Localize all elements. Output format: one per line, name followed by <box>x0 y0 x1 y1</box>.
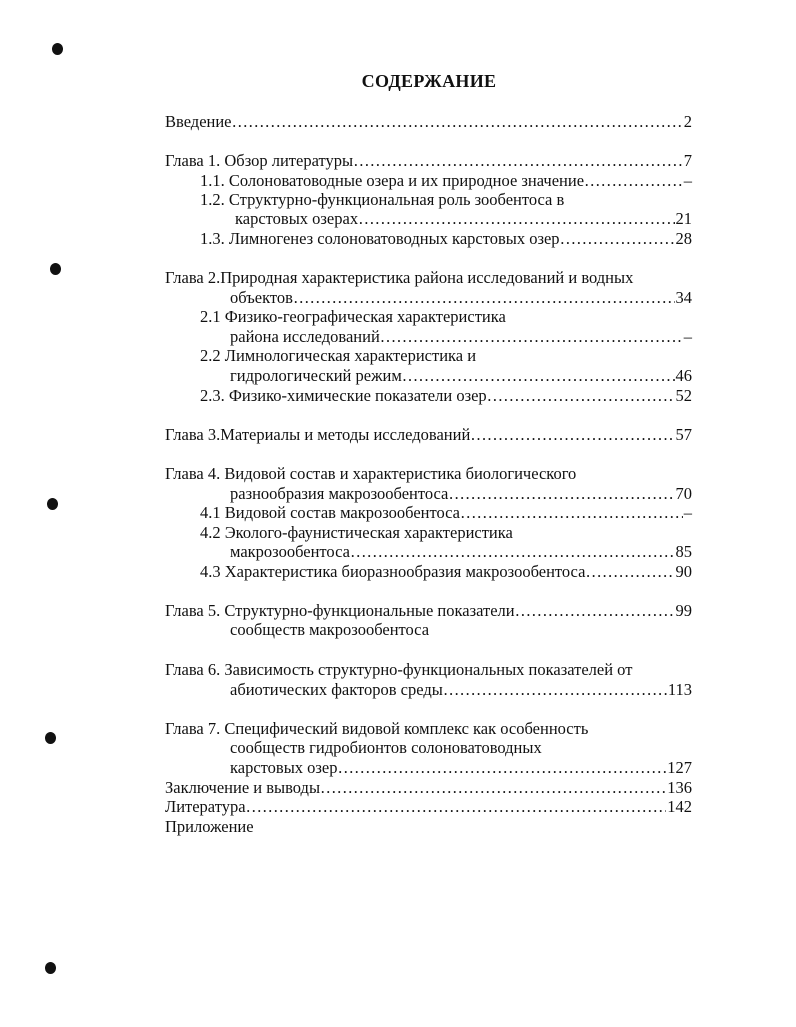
toc-entry-1-2: 1.2. Структурно-функциональная роль зообентоса в <box>200 190 565 209</box>
page-number: 21 <box>675 209 692 228</box>
toc-entry-1-1: 1.1. Солоноватоводные озера и их природное значение …………………………………………………………………………………………………………………………………………… – <box>200 171 692 191</box>
page-title: СОДЕРЖАНИЕ <box>361 71 497 91</box>
toc-entry-chapter-7: Глава 7. Специфический видовой комплекс как особенность <box>165 719 589 738</box>
page-number: 70 <box>675 484 692 503</box>
dot-leader <box>460 503 683 523</box>
dot-leader <box>448 484 674 504</box>
toc-entry-chapter-5: Глава 5. Структурно-функциональные показатели …………………………………………………………………………………………………………………………………………… 99 <box>165 601 692 621</box>
page-number: 113 <box>667 680 692 699</box>
toc-entry-2-3: 2.3. Физико-химические показатели озер …………………………………………………………………………………………………………………………………………… 52 <box>200 386 692 406</box>
toc-entry-chapter-5-cont: сообществ макрозообентоса <box>230 620 430 639</box>
dot-leader <box>380 327 683 347</box>
toc-entry-literature: Литература …………………………………………………………………………………………………………………………………………… 142 <box>165 797 692 817</box>
dot-leader <box>585 562 674 582</box>
toc-entry-chapter-1: Глава 1. Обзор литературы …………………………………………………………………………………………………………………………………………… 7 <box>165 151 692 171</box>
toc-entry-chapter-4: Глава 4. Видовой состав и характеристика биологического <box>165 464 577 483</box>
toc-entry-2-1: 2.1 Физико-географическая характеристика <box>200 307 506 326</box>
dot-leader <box>358 209 674 229</box>
punch-hole-mark <box>52 43 63 55</box>
page-number: – <box>683 327 692 346</box>
dot-leader <box>560 229 675 249</box>
page-number: 28 <box>675 229 692 248</box>
toc-entry-chapter-7-cont: сообществ гидробионтов солоноватоводных <box>230 738 542 757</box>
page-number: – <box>683 503 692 522</box>
page-number: 52 <box>675 386 692 405</box>
toc-entry-chapter-3: Глава 3.Материалы и методы исследований …………………………………………………………………………………………………………………………………………… 57 <box>165 425 692 445</box>
dot-leader <box>470 425 674 445</box>
toc-entry-4-2: 4.2 Эколого-фаунистическая характеристика <box>200 523 513 542</box>
page-number: 57 <box>675 425 692 444</box>
page-number: 99 <box>675 601 692 620</box>
toc-entry-4-2-cont: макрозообентоса …………………………………………………………………………………………………………………………………………… 85 <box>230 542 692 562</box>
toc-entry-chapter-7-cont2: карстовых озер …………………………………………………………………………………………………………………………………………… 127 <box>230 758 692 778</box>
toc-entry-1-2-cont: карстовых озерах …………………………………………………………………………………………………………………………………………… 21 <box>235 209 692 229</box>
toc-entry-4-1: 4.1 Видовой состав макрозообентоса …………………………………………………………………………………………………………………………………………… – <box>200 503 692 523</box>
toc-entry-2-1-cont: района исследований …………………………………………………………………………………………………………………………………………… – <box>230 327 692 347</box>
page-number: – <box>683 171 692 190</box>
dot-leader <box>246 797 667 817</box>
dot-leader <box>487 386 675 406</box>
punch-hole-mark <box>50 263 61 275</box>
toc-entry-conclusion: Заключение и выводы …………………………………………………………………………………………………………………………………………… 136 <box>165 778 692 798</box>
toc-entry-2-2: 2.2 Лимнологическая характеристика и <box>200 346 477 365</box>
page-number: 90 <box>675 562 692 581</box>
page-number: 136 <box>667 778 692 797</box>
toc-entry-1-3: 1.3. Лимногенез солоноватоводных карстовых озер …………………………………………………………………………………………………………………………………………… 28 <box>200 229 692 249</box>
page-number: 46 <box>675 366 692 385</box>
page-number: 127 <box>667 758 692 777</box>
toc-entry-chapter-2-cont: объектов …………………………………………………………………………………………………………………………………………… 34 <box>230 288 692 308</box>
dot-leader <box>402 366 675 386</box>
dot-leader <box>320 778 666 798</box>
toc-entry-chapter-6: Глава 6. Зависимость структурно-функциональных показателей от <box>165 660 633 679</box>
toc-entry-appendix: Приложение <box>165 817 254 836</box>
dot-leader <box>338 758 667 778</box>
toc-entry-2-2-cont: гидрологический режим …………………………………………………………………………………………………………………………………………… 46 <box>230 366 692 386</box>
dot-leader <box>232 112 683 132</box>
page-number: 7 <box>683 151 692 170</box>
punch-hole-mark <box>47 498 58 510</box>
page-number: 142 <box>667 797 692 816</box>
dot-leader <box>293 288 675 308</box>
page-number: 34 <box>675 288 692 307</box>
toc-entry-introduction: Введение …………………………………………………………………………………………………………………………………………… 2 <box>165 112 692 132</box>
punch-hole-mark <box>45 962 56 974</box>
page-number: 2 <box>683 112 692 131</box>
toc-entry-4-3: 4.3 Характеристика биоразнообразия макрозообентоса …………………………………………………………………………………………………………………………………………… 90 <box>200 562 692 582</box>
dot-leader <box>353 151 683 171</box>
dot-leader <box>584 171 683 191</box>
page-number: 85 <box>675 542 692 561</box>
toc-entry-chapter-2: Глава 2.Природная характеристика района исследований и водных <box>165 268 634 287</box>
dot-leader <box>443 680 667 700</box>
toc-entry-chapter-6-cont: абиотических факторов среды …………………………………………………………………………………………………………………………………………… 113 <box>230 680 692 700</box>
dot-leader <box>515 601 675 621</box>
punch-hole-mark <box>45 732 56 744</box>
dot-leader <box>350 542 675 562</box>
toc-entry-chapter-4-cont: разнообразия макрозообентоса …………………………………………………………………………………………………………………………………………… 70 <box>230 484 692 504</box>
